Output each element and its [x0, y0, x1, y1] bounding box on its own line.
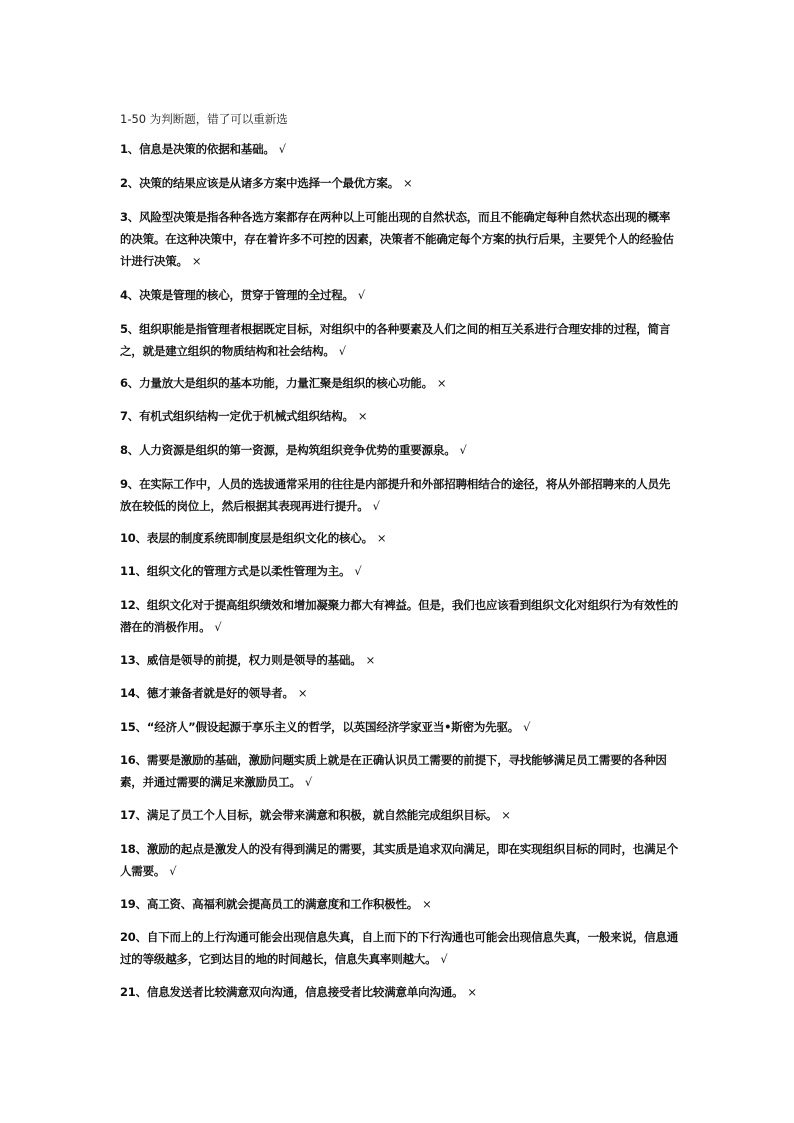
question-text: 2、决策的结果应该是从诸多方案中选择一个最优方案。	[120, 176, 399, 190]
cross-mark-icon: ×	[501, 808, 511, 822]
question-text: 7、有机式组织结构一定优于机械式组织结构。	[120, 409, 354, 423]
check-mark-icon: √	[523, 720, 531, 734]
question-text: 3、风险型决策是指各种各选方案都存在两种以上可能出现的自然状态，而且不能确定每种自然状态出现的概率的决策。在这种决策中，存在着许多不可控的因素，决策者不能确定每个方案的执行后果，主要凭个人的经验估计进行决策。	[120, 210, 674, 268]
question-text: 18、激励的起点是激发人的没有得到满足的需要，其实质是追求双向满足，即在实现组织目标的同时，也满足个人需要。	[120, 842, 678, 878]
question-text: 13、威信是领导的前提，权力则是领导的基础。	[120, 653, 362, 667]
question-text: 8、人力资源是组织的第一资源，是构筑组织竞争优势的重要源泉。	[120, 443, 456, 457]
question-text: 19、高工资、高福利就会提高员工的满意度和工作积极性。	[120, 897, 419, 911]
intro-text: 1-50 为判断题，错了可以重新选	[120, 112, 288, 126]
question-2	[120, 172, 680, 194]
question-text: 15、“经济人”假设起源于享乐主义的哲学，以英国经济学家亚当•斯密为先驱。	[120, 720, 520, 734]
check-mark-icon: √	[338, 344, 346, 358]
cross-mark-icon: ×	[467, 985, 477, 999]
question-14	[120, 682, 680, 704]
question-15	[120, 716, 680, 738]
check-mark-icon: √	[354, 564, 362, 578]
question-19	[120, 893, 680, 915]
question-7	[120, 405, 680, 427]
cross-mark-icon: ×	[376, 531, 387, 545]
question-text: 5、组织职能是指管理者根据既定目标，对组织中的各种要素及人们之间的相互关系进行合理安排的过程，简言之，就是建立组织的物质结构和社会结构。	[120, 322, 671, 358]
question-text: 10、表层的制度系统即制度层是组织文化的核心。	[120, 531, 373, 545]
check-mark-icon: √	[304, 775, 312, 789]
check-mark-icon: √	[357, 288, 365, 302]
question-text: 9、在实际工作中，人员的选拔通常采用的往往是内部提升和外部招聘相结合的途径，将从外部招聘来的人员先放在较低的岗位上，然后根据其表现再进行提升。	[120, 477, 671, 513]
question-13	[120, 649, 680, 671]
question-text: 11、组织文化的管理方式是以柔性管理为主。	[120, 564, 351, 578]
cross-mark-icon: ×	[357, 409, 368, 423]
check-mark-icon: √	[278, 142, 286, 156]
question-text: 21、信息发送者比较满意双向沟通，信息接受者比较满意单向沟通。	[120, 985, 464, 999]
cross-mark-icon: ×	[365, 653, 376, 667]
question-16	[120, 749, 680, 793]
question-text: 17、满足了员工个人目标，就会带来满意和积极，就自然能完成组织目标。	[120, 808, 498, 822]
question-text: 1、信息是决策的依据和基础。	[120, 142, 275, 156]
question-6	[120, 372, 680, 394]
question-text: 20、自下而上的上行沟通可能会出现信息失真，自上而下的下行沟通也可能会出现信息失真，一般来说，信息通过的等级越多，它到达目的地的时间越长，信息失真率则越大。	[120, 930, 678, 966]
question-text: 6、力量放大是组织的基本功能，力量汇聚是组织的核心功能。	[120, 376, 433, 390]
question-18	[120, 838, 680, 882]
question-9	[120, 473, 680, 517]
question-11	[120, 560, 680, 582]
question-5	[120, 318, 680, 362]
question-text: 14、德才兼备者就是好的领导者。	[120, 686, 294, 700]
question-4	[120, 284, 680, 306]
cross-mark-icon: ×	[436, 376, 447, 390]
question-1	[120, 138, 680, 160]
check-mark-icon: √	[169, 864, 177, 878]
question-text: 4、决策是管理的核心，贯穿于管理的全过程。	[120, 288, 354, 302]
check-mark-icon: √	[459, 443, 467, 457]
question-20	[120, 926, 680, 970]
cross-mark-icon: ×	[191, 254, 202, 268]
question-10	[120, 527, 680, 549]
check-mark-icon: √	[440, 952, 448, 966]
cross-mark-icon: ×	[403, 176, 413, 190]
question-17	[120, 804, 680, 826]
cross-mark-icon: ×	[297, 686, 308, 700]
question-text: 16、需要是激励的基础，激励问题实质上就是在正确认识员工需要的前提下，寻找能够满足员工需要的各种因素，并通过需要的满足来激励员工。	[120, 753, 667, 789]
question-3	[120, 206, 680, 272]
check-mark-icon: √	[214, 620, 222, 634]
cross-mark-icon: ×	[422, 897, 432, 911]
question-12	[120, 594, 680, 638]
question-8	[120, 439, 680, 461]
question-21	[120, 981, 680, 1003]
question-text: 12、组织文化对于提高组织绩效和增加凝聚力都大有裨益。但是，我们也应该看到组织文化对组织行为有效性的潜在的消极作用。	[120, 598, 678, 634]
check-mark-icon: √	[372, 499, 380, 513]
